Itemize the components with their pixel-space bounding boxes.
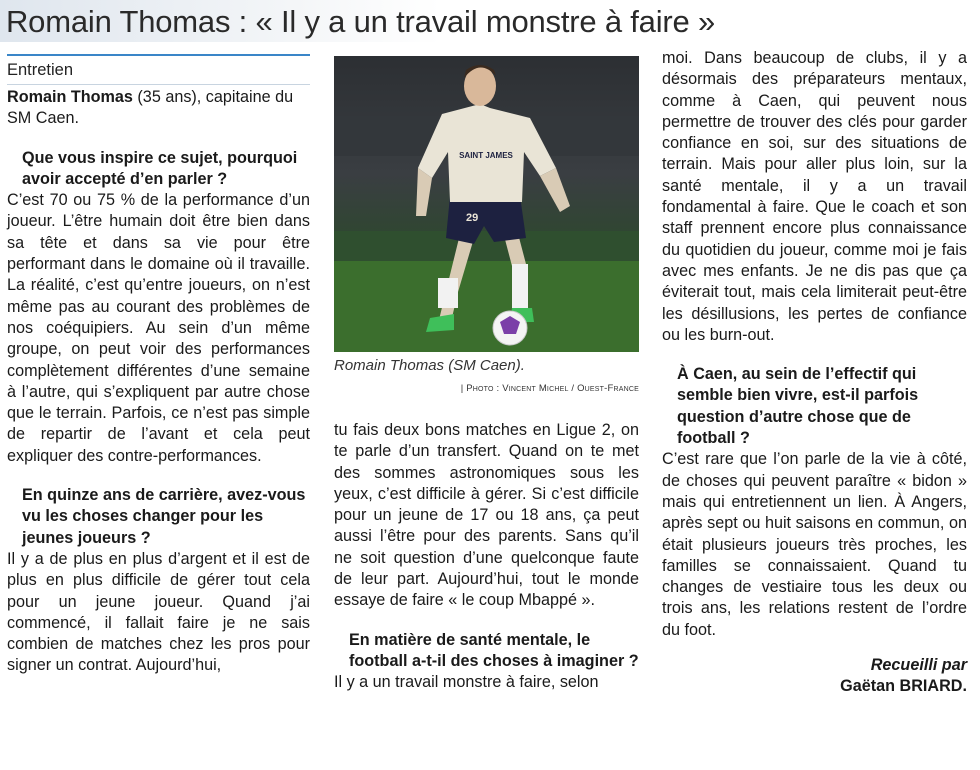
left-sock [438,278,458,308]
photo-credit: | Photo : Vincent Michel / Ouest-France [460,383,639,394]
answer-2-continued: tu fais deux bons matches en Ligue 2, on te parle d’un transfert. Quand on te met des sommes astronomiques sous les yeux, c’est difficile à gérer. Si c’est difficile pour un jeune de 17 ou 18 ans, ça peut aussi l’être pour des parents. Sans qu’il ne soit question d’une quelconque faute de leur part. Aujourd’hui, tout le monde essaye de faire « le coup Mbappé ». [334,421,639,610]
question-3: En matière de santé mentale, le football a-t-il des choses à imaginer ? [349,630,639,670]
signature-name: Gaëtan BRIARD. [840,677,967,696]
article-column-2 [334,420,639,694]
rubric-label: Entretien [7,60,310,85]
question-2: En quinze ans de carrière, avez-vous vu les choses changer pour les jeunes joueurs ? [22,486,306,547]
signature-by: Recueilli par [870,656,967,675]
football-player-illustration [334,56,639,352]
shorts-number: 29 [466,212,479,224]
answer-2: Il y a de plus en plus d’argent et il est de plus en plus difficile de gérer tout cela pour un jeune joueur. Quand j’ai commencé, il fallait faire je ne sais combien de matches chez les pros pour signer un contrat. Aujourd’hui, [7,549,310,675]
headline-band [0,0,980,42]
article-column-3 [662,48,967,698]
sponsor-text: SAINT JAMES [459,151,513,160]
photo-caption: Romain Thomas (SM Caen). [334,357,525,374]
pitch-grass [334,256,639,352]
intro-name: Romain Thomas [7,88,133,106]
question-1: Que vous inspire ce sujet, pourquoi avoir accepté d’en parler ? [22,148,298,188]
answer-3-continued: moi. Dans beaucoup de clubs, il y a désormais des préparateurs mentaux, comme à Caen, qui peuvent nous permettre de trouver des clés pour garder confiance en soi, sur des situations de terrain. Mais pour aller plus loin, sur la santé mentale, il y a un travail fondamental à faire. Que le coach et son staff prennent encore plus connaissance du quotidien du joueur, comme moi je fais avec mes enfants. Je ne dis pas que ça éviterait tout, mais cela limiterait peut-être les désillusions, les pertes de confiance ou les burn-out. [662,49,967,344]
right-arm [540,168,570,212]
right-sock [512,264,528,308]
question-4: À Caen, au sein de l’effectif qui semble bien vivre, est-il parfois question d’autre chose que de football ? [677,365,919,448]
rubric-rule [7,54,310,56]
signature [662,655,967,698]
intro [7,87,310,130]
answer-3: Il y a un travail monstre à faire, selon [334,673,599,692]
pitch-far [334,231,639,261]
player-photo [334,56,639,352]
answer-4: C’est rare que l’on parle de la vie à côté, de choses qui peuvent paraître « bidon » mais qui entretiennent un lien. À Angers, après sept ou huit saisons en commun, on était plusieurs joueurs très proches, les familles se connaissaient. Quand tu changes de vestiaire tous les deux ou trois ans, les relations restent de l’ordre du foot. [662,450,967,639]
intro-rest: (35 ans), capitaine du SM Caen. [7,88,294,128]
article-column-1 [7,48,310,677]
article-headline: Romain Thomas : « Il y a un travail monstre à faire » [6,4,716,39]
answer-1: C’est 70 ou 75 % de la performance d’un joueur. L’être humain doit être bien dans sa tête et dans sa vie pour être performant dans le domaine où il travaille. La réalité, c’est qu’entre joueurs, on n’est même pas au courant des problèmes de nos coéquipiers. Au sein d’un même groupe, on peut voir des performances complètement différentes d’une semaine à l’autre, qui s’expliquent par autre chose que le terrain. Parfois, ce n’est pas simple de repartir de l’avant et cela peut expliquer des contre-performances. [7,191,310,465]
